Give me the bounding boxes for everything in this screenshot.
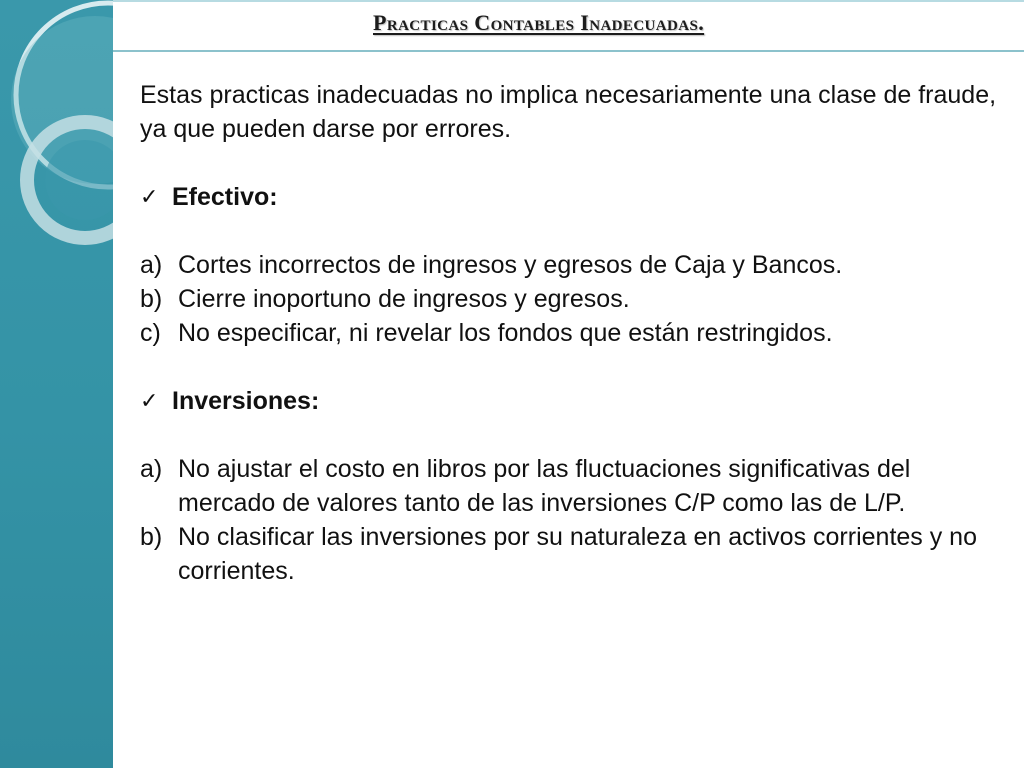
circle-ornament-icon (0, 0, 113, 768)
list-item (140, 248, 1010, 282)
list-marker: c) (140, 319, 161, 347)
list-marker: b) (140, 285, 163, 313)
section-heading-efectivo (140, 180, 1010, 214)
checkmark-icon: ✓ (140, 388, 159, 413)
list-item-text: Cierre inoportuno de ingresos y egresos. (178, 285, 630, 313)
list-marker: a) (140, 455, 163, 483)
section-heading-label: Inversiones: (172, 387, 320, 415)
list-item-text: No clasificar las inversiones por su naturaleza en activos corrientes y no corrientes. (178, 523, 977, 585)
list-item-text: No especificar, ni revelar los fondos que están restringidos. (178, 319, 833, 347)
checkmark-icon: ✓ (140, 184, 159, 209)
list-item-text: Cortes incorrectos de ingresos y egresos de Caja y Bancos. (178, 251, 843, 279)
list-item (140, 520, 1010, 588)
section-heading-label: Efectivo: (172, 183, 278, 211)
decorative-sidebar (0, 0, 113, 768)
list-item-text: No ajustar el costo en libros por las fluctuaciones significativas del mercado de valores tanto de las inversiones C/P como las de L/P. (178, 455, 911, 517)
inversiones-list (140, 452, 1010, 588)
section-heading-inversiones (140, 384, 1010, 418)
list-item (140, 282, 1010, 316)
list-marker: a) (140, 251, 163, 279)
list-item (140, 316, 1010, 350)
slide-title: Practicas Contables Inadecuadas. (373, 10, 705, 35)
slide-content (140, 78, 1010, 588)
title-bar (113, 0, 1024, 52)
efectivo-list (140, 248, 1010, 350)
list-marker: b) (140, 523, 163, 551)
list-item (140, 452, 1010, 520)
intro-paragraph: Estas practicas inadecuadas no implica necesariamente una clase de fraude, ya que pueden darse por errores. (140, 81, 997, 143)
